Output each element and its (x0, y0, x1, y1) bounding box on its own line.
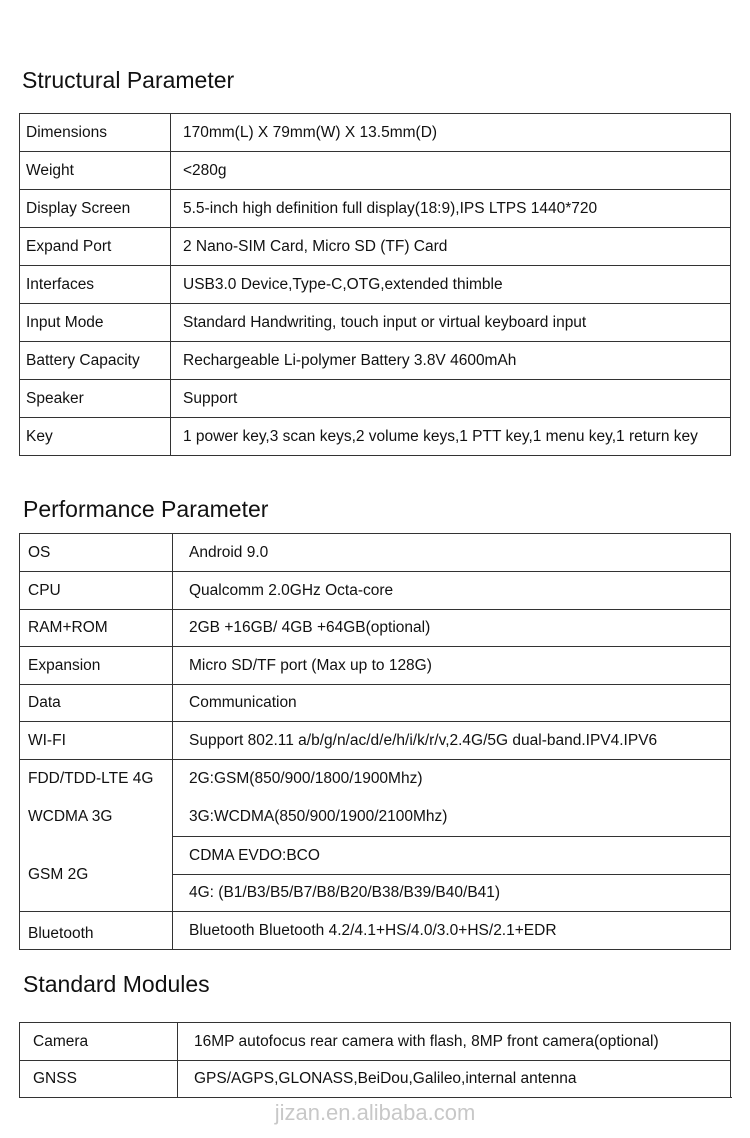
table-bottom-divider (19, 1097, 732, 1098)
watermark: jizan.en.alibaba.com (274, 1100, 476, 1125)
row-label: Speaker (20, 380, 171, 418)
row-value: Qualcomm 2.0GHz Octa-core (173, 572, 731, 610)
table-row (20, 722, 731, 760)
row-value: Support (171, 380, 731, 418)
table-row (20, 342, 731, 380)
table-row (20, 1061, 731, 1098)
network-value-gsm: 2G:GSM(850/900/1800/1900Mhz) (189, 770, 423, 787)
table-row (20, 610, 731, 647)
row-label: OS (20, 534, 173, 572)
table-row (20, 1023, 731, 1061)
table-row (20, 685, 731, 722)
table-row (20, 418, 731, 456)
row-value: 170mm(L) X 79mm(W) X 13.5mm(D) (171, 114, 731, 152)
row-value: Rechargeable Li-polymer Battery 3.8V 4600mAh (171, 342, 731, 380)
row-value: Standard Handwriting, touch input or virtual keyboard input (171, 304, 731, 342)
row-value: Android 9.0 (173, 534, 731, 572)
performance-table (19, 533, 731, 950)
performance-title: Performance Parameter (23, 496, 269, 522)
network-labels (20, 760, 173, 912)
row-label: Data (20, 685, 173, 722)
row-label: Key (20, 418, 171, 456)
table-row (20, 534, 731, 572)
row-label: Camera (20, 1023, 178, 1061)
table-row (20, 380, 731, 418)
row-label: Input Mode (20, 304, 171, 342)
row-value: 2 Nano-SIM Card, Micro SD (TF) Card (171, 228, 731, 266)
network-label-lte: FDD/TDD-LTE 4G (28, 770, 154, 787)
row-label: RAM+ROM (20, 610, 173, 647)
modules-title: Standard Modules (23, 971, 210, 997)
table-row (20, 912, 731, 950)
row-value: USB3.0 Device,Type-C,OTG,extended thimble (171, 266, 731, 304)
network-label-wcdma: WCDMA 3G (28, 808, 113, 825)
row-label: Battery Capacity (20, 342, 171, 380)
network-value-lte: 4G: (B1/B3/B5/B7/B8/B20/B38/B39/B40/B41) (173, 875, 731, 912)
row-label: Expansion (20, 647, 173, 685)
row-label: WI-FI (20, 722, 173, 760)
row-value: 16MP autofocus rear camera with flash, 8MP front camera(optional) (178, 1023, 731, 1061)
network-value-wcdma: 3G:WCDMA(850/900/1900/2100Mhz) (189, 808, 448, 825)
network-label-gsm: GSM 2G (28, 866, 89, 883)
table-row (20, 228, 731, 266)
row-label: Display Screen (20, 190, 171, 228)
structural-table (19, 113, 731, 456)
structural-title: Structural Parameter (22, 67, 235, 93)
row-value: GPS/AGPS,GLONASS,BeiDou,Galileo,internal antenna (178, 1061, 731, 1098)
row-label: Bluetooth (20, 912, 173, 950)
row-value: 5.5-inch high definition full display(18:9),IPS LTPS 1440*720 (171, 190, 731, 228)
modules-table (19, 1022, 731, 1098)
row-value: Communication (173, 685, 731, 722)
row-label: Dimensions (20, 114, 171, 152)
row-label: Weight (20, 152, 171, 190)
table-row (20, 152, 731, 190)
table-row (20, 647, 731, 685)
table-row (20, 114, 731, 152)
row-label: Expand Port (20, 228, 171, 266)
row-value: Support 802.11 a/b/g/n/ac/d/e/h/i/k/r/v,2.4G/5G dual-band.IPV4.IPV6 (173, 722, 731, 760)
table-row (20, 304, 731, 342)
row-label: Interfaces (20, 266, 171, 304)
table-row (20, 190, 731, 228)
network-value-cdma: CDMA EVDO:BCO (173, 837, 731, 875)
table-row (20, 266, 731, 304)
network-values-gsm-wcdma (173, 760, 731, 837)
row-value: 2GB +16GB/ 4GB +64GB(optional) (173, 610, 731, 647)
row-value: Bluetooth Bluetooth 4.2/4.1+HS/4.0/3.0+HS/2.1+EDR (173, 912, 731, 950)
network-row (20, 760, 731, 837)
row-value: <280g (171, 152, 731, 190)
row-value: Micro SD/TF port (Max up to 128G) (173, 647, 731, 685)
row-value: 1 power key,3 scan keys,2 volume keys,1 PTT key,1 menu key,1 return key (171, 418, 731, 456)
row-label: CPU (20, 572, 173, 610)
row-label: GNSS (20, 1061, 178, 1098)
table-row (20, 572, 731, 610)
